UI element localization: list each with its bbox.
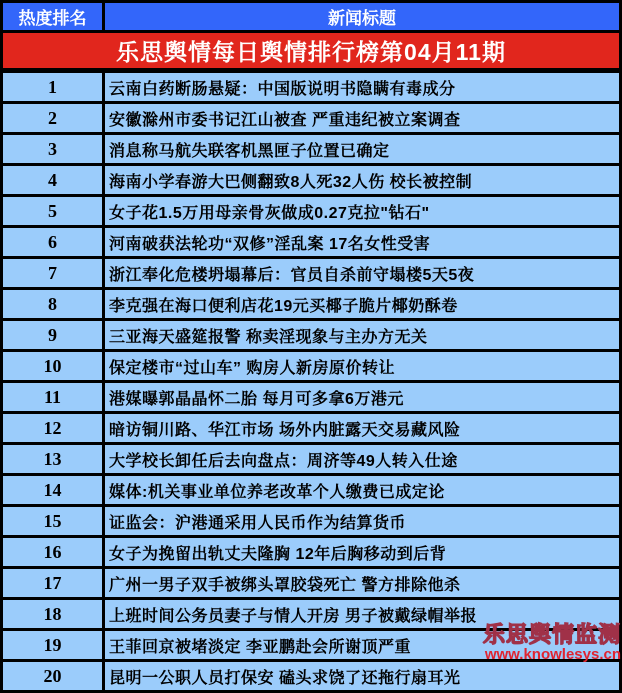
headline-cell: 李克强在海口便利店花19元买椰子脆片椰奶酥卷 <box>104 289 621 320</box>
rank-cell: 6 <box>2 227 104 258</box>
headline-cell: 海南小学春游大巴侧翻致8人死32人伤 校长被控制 <box>104 165 621 196</box>
table-row <box>2 444 621 475</box>
headline-cell: 证监会：沪港通采用人民币作为结算货币 <box>104 506 621 537</box>
header-title-column: 新闻标题 <box>104 2 621 32</box>
rank-cell: 11 <box>2 382 104 413</box>
headline-cell: 上班时间公务员妻子与情人开房 男子被戴绿帽举报 <box>104 599 621 630</box>
table-row <box>2 537 621 568</box>
table-row <box>2 196 621 227</box>
headline-cell: 安徽滁州市委书记江山被查 严重违纪被立案调查 <box>104 103 621 134</box>
rank-cell: 18 <box>2 599 104 630</box>
rank-cell: 1 <box>2 71 104 103</box>
headline-cell: 媒体:机关事业单位养老改革个人缴费已成定论 <box>104 475 621 506</box>
table-row <box>2 134 621 165</box>
table-row <box>2 103 621 134</box>
rank-cell: 15 <box>2 506 104 537</box>
watermark-brand: 乐思舆情监测 <box>482 622 621 648</box>
headline-cell: 女子为挽留出轨丈夫隆胸 12年后胸移动到后背 <box>104 537 621 568</box>
table-row <box>2 258 621 289</box>
headline-cell: 港媒曝郭晶晶怀二胎 每月可多拿6万港元 <box>104 382 621 413</box>
rank-cell: 4 <box>2 165 104 196</box>
rank-cell: 14 <box>2 475 104 506</box>
rank-cell: 16 <box>2 537 104 568</box>
table-row <box>2 165 621 196</box>
rank-cell: 17 <box>2 568 104 599</box>
table-row <box>2 71 621 103</box>
rank-cell: 10 <box>2 351 104 382</box>
page-title: 乐思舆情每日舆情排行榜第04月11期 <box>2 32 621 71</box>
headline-cell: 广州一男子双手被绑头罩胶袋死亡 警方排除他杀 <box>104 568 621 599</box>
rank-cell: 5 <box>2 196 104 227</box>
table-row <box>2 227 621 258</box>
title-bar <box>2 32 621 71</box>
table-row <box>2 320 621 351</box>
rank-cell: 13 <box>2 444 104 475</box>
rank-cell: 12 <box>2 413 104 444</box>
table-row <box>2 506 621 537</box>
header-rank-column: 热度排名 <box>2 2 104 32</box>
table-row <box>2 351 621 382</box>
table-row <box>2 599 621 630</box>
rank-cell: 7 <box>2 258 104 289</box>
rank-cell: 2 <box>2 103 104 134</box>
headline-cell: 大学校长卸任后去向盘点：周济等49人转入仕途 <box>104 444 621 475</box>
headline-cell: 浙江奉化危楼坍塌幕后：官员自杀前守塌楼5天5夜 <box>104 258 621 289</box>
rank-cell: 3 <box>2 134 104 165</box>
table-row <box>2 413 621 444</box>
headline-cell: 消息称马航失联客机黑匣子位置已确定 <box>104 134 621 165</box>
headline-cell: 女子花1.5万用母亲骨灰做成0.27克拉"钻石" <box>104 196 621 227</box>
headline-cell: 昆明一公职人员打保安 磕头求饶了还拖行扇耳光 <box>104 661 621 692</box>
rank-cell: 8 <box>2 289 104 320</box>
rank-cell: 20 <box>2 661 104 692</box>
table-row <box>2 382 621 413</box>
headline-cell: 暗访铜川路、华江市场 场外内脏露天交易藏风险 <box>104 413 621 444</box>
rank-cell: 9 <box>2 320 104 351</box>
table-body <box>2 71 621 692</box>
table-header-row <box>2 2 621 32</box>
rank-cell: 19 <box>2 630 104 661</box>
headline-cell: 三亚海天盛筵报警 称卖淫现象与主办方无关 <box>104 320 621 351</box>
headline-cell: 保定楼市“过山车” 购房人新房原价转让 <box>104 351 621 382</box>
watermark-url: www.knowlesys.cn <box>484 645 621 663</box>
table-row <box>2 289 621 320</box>
headline-cell: 云南白药断肠悬疑：中国版说明书隐瞒有毒成分 <box>104 71 621 103</box>
table-row <box>2 475 621 506</box>
headline-cell: 河南破获法轮功“双修”淫乱案 17名女性受害 <box>104 227 621 258</box>
table-row <box>2 630 621 661</box>
table-row <box>2 568 621 599</box>
headline-cell: 王菲回京被堵淡定 李亚鹏赴会所谢顶严重 <box>104 630 621 661</box>
table-row <box>2 661 621 692</box>
